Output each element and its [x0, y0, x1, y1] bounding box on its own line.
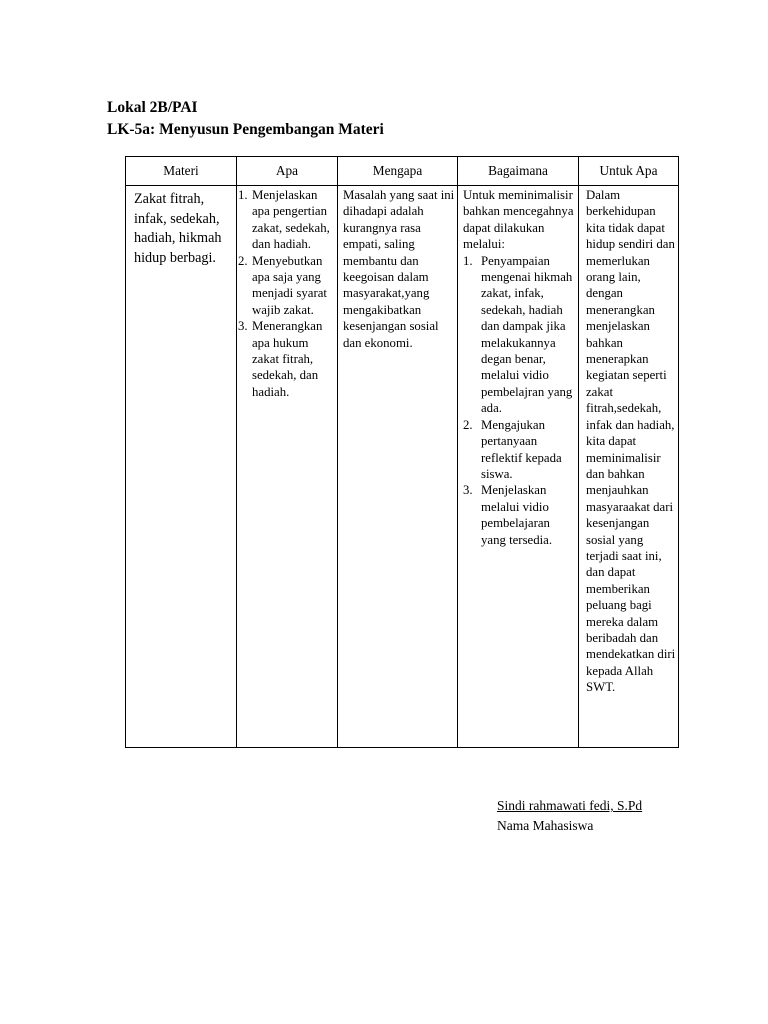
worksheet-title: LK-5a: Menyusun Pengembangan Materi: [107, 121, 384, 138]
column-header-apa: Apa: [237, 157, 338, 186]
list-text: Menjelaskan melalui vidio pembelajaran yang tersedia.: [481, 483, 553, 547]
class-label: Lokal 2B/PAI: [107, 99, 198, 116]
document-heading: [107, 97, 384, 141]
table-row: [126, 186, 679, 748]
list-text: Penyampaian mengenai hikmah zakat, infak, sedekah, hadiah dan dampak jika melakukannya degan benar, melalui vidio pembelajran yang ada.: [481, 253, 573, 416]
list-item: [238, 187, 335, 253]
list-item: [463, 482, 576, 548]
list-number: 2.: [238, 253, 248, 268]
bagaimana-intro: Untuk meminimalisir bahkan mencegahnya dapat dilakukan melalui:: [463, 188, 574, 252]
student-role-label: Nama Mahasiswa: [497, 818, 594, 833]
column-header-mengapa: Mengapa: [338, 157, 458, 186]
cell-materi: Zakat fitrah, infak, sedekah, hadiah, hikmah hidup berbagi.: [126, 186, 237, 748]
bagaimana-list: [463, 253, 576, 548]
student-name: Sindi rahmawati fedi, S.Pd: [497, 798, 643, 813]
material-development-table: [125, 156, 679, 748]
list-number: 3.: [238, 319, 248, 334]
cell-apa: [237, 186, 338, 748]
list-number: 2.: [463, 417, 473, 432]
list-item: [238, 318, 335, 400]
column-header-untuk-apa: Untuk Apa: [579, 157, 679, 186]
list-item: [463, 253, 576, 417]
list-number: 1.: [238, 188, 248, 202]
list-text: Menerangkan apa hukum zakat fitrah, sedekah, dan hadiah.: [252, 319, 323, 399]
cell-mengapa: Masalah yang saat ini dihadapi adalah kurangnya rasa empati, saling membantu dan keegoisan dalam masyarakat,yang mengakibatkan kesenjangan sosial dan ekonomi.: [338, 186, 458, 748]
column-header-materi: Materi: [126, 157, 237, 186]
cell-untuk-apa: Dalam berkehidupan kita tidak dapat hidup sendiri dan memerlukan orang lain, dengan menerangkan menjelaskan bahkan menerapkan kegiatan seperti zakat fitrah,sedekah, infak dan hadiah, kita dapat meminimalisir dan bahkan menjauhkan masyaraakat dari kesenjangan sosial yang terjadi saat ini, dan dapat memberikan peluang bagi mereka dalam beribadah dan mendekatkan diri kepada Allah SWT.: [579, 186, 679, 748]
list-text: Mengajukan pertanyaan reflektif kepada siswa.: [481, 417, 562, 481]
column-header-bagaimana: Bagaimana: [458, 157, 579, 186]
cell-bagaimana: [458, 186, 579, 748]
signature-block: [497, 796, 642, 836]
list-item: [463, 417, 576, 483]
list-number: 3.: [463, 483, 473, 498]
list-text: Menjelaskan apa pengertian zakat, sedekah, dan hadiah.: [252, 188, 330, 252]
table-header-row: [126, 157, 679, 186]
apa-list: [238, 187, 335, 400]
list-text: Menyebutkan apa saja yang menjadi syarat wajib zakat.: [252, 253, 327, 317]
list-item: [238, 253, 335, 319]
list-number: 1.: [463, 253, 473, 268]
